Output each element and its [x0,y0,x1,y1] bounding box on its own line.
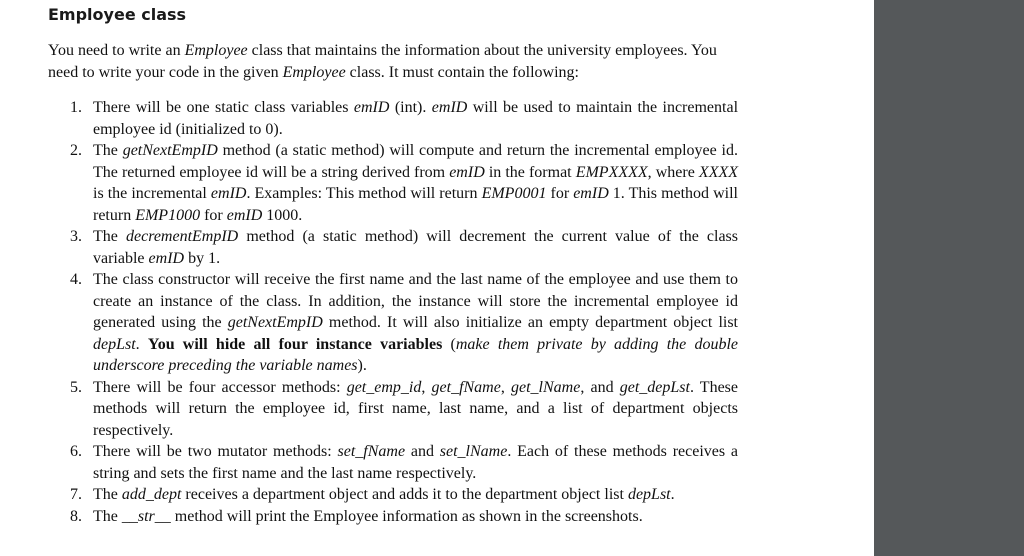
text-run: The [93,142,123,159]
text-run: ). [357,357,367,374]
text-run: . [670,486,675,503]
requirement-number: 8. [70,507,82,525]
text-run: The [93,486,122,503]
text-run: add_dept [121,486,182,503]
text-run: make them private by adding the double underscore preceding the variable names [93,335,739,374]
text-run: will be used to maintain the incremental employee id (initialized to 0). [93,99,739,138]
text-run: You need to write an [48,42,185,59]
side-panel [874,0,1024,556]
text-run: emID [449,163,485,181]
text-run: for [546,185,574,202]
requirement-number: 7. [70,486,82,503]
text-run: You will hide all four instance variables [147,335,443,353]
requirement-item [48,140,738,226]
text-run: , [500,378,511,396]
page-title: Employee class [48,5,187,24]
requirement-number: 6. [70,443,82,460]
text-run: set_fName [337,443,406,460]
text-run: , [421,378,432,396]
text-run: method will print the Employee information as shown in the screenshots. [170,507,643,525]
text-run: The [93,507,122,525]
text-run: emID [148,249,185,267]
text-run: depLst [93,335,136,353]
text-run: set_lName [439,443,508,460]
text-run: emID [210,185,247,202]
requirement-item [48,269,738,377]
text-run: __str__ [121,507,171,525]
text-run: There will be one static class variables [93,99,354,116]
text-run: method (a static method) will decrement the current value of the class variable [93,228,739,267]
text-run: method. It will also initialize an empty department object list [322,314,739,331]
text-run: emID [431,99,468,116]
requirement-item [48,226,738,269]
text-run: . Each of these methods receives a string and sets the first name and the last name respectively. [93,443,738,482]
text-run: The class constructor will receive the first name and the last name of the employee and use them to create an instance of the class. In addition, the instance will store the incremental employee id generated using the [93,271,738,331]
text-run: get_emp_id [346,378,422,396]
requirement-item [48,377,738,442]
requirements-list [48,97,738,527]
text-run: emID [353,99,390,116]
text-run: get_lName [511,378,581,396]
text-run: getNextEmpID [227,314,323,331]
text-run: ( [442,335,456,353]
text-run: in the format [484,163,576,181]
requirement-item [48,506,738,528]
requirement-number: 5. [70,378,82,396]
text-run: 1000. [262,206,303,224]
text-run: method (a static method) will compute and return the incremental employee id. The returned employee id will be a string derived from [93,142,739,181]
text-run: The [93,228,126,245]
text-run: receives a department object and adds it to the department object list [181,486,628,503]
text-run: , and [580,378,620,396]
text-run: (int). [389,99,432,116]
text-run: 1. This method will return [93,185,739,224]
text-run: There will be four accessor methods: [93,378,347,396]
text-run: getNextEmpID [122,142,218,159]
text-run: emID [573,185,609,202]
text-run: EMPXXXX [575,163,648,181]
requirement-item [48,484,738,506]
requirement-item [48,97,738,140]
text-run: get_fName [431,378,501,396]
text-run: . [135,335,148,353]
requirement-number: 1. [70,99,82,116]
text-run: decrementEmpID [125,228,239,245]
text-run: There will be two mutator methods: [93,443,338,460]
text-run: . Examples: This method will return [246,185,482,202]
text-run: is the incremental [93,185,211,202]
text-run: , where [647,163,699,181]
intro-paragraph [48,40,748,83]
text-run: Employee [184,42,248,59]
text-run: class. It must contain the following: [345,63,579,81]
text-run: depLst [627,486,671,503]
text-run: class that maintains the information about the university employees. You need to write your code in the given [48,42,717,81]
text-run: XXXX [698,163,739,181]
text-run: get_depLst [619,378,690,396]
text-run: EMP1000 [135,206,201,224]
requirement-number: 3. [70,228,82,245]
text-run: . These methods will return the employee id, first name, last name, and a list of department objects respectively. [93,378,739,439]
text-run: and [405,443,440,460]
requirement-item [48,441,738,484]
text-run: Employee [282,63,346,81]
requirement-number: 4. [70,271,82,288]
text-run: EMP0001 [481,185,547,202]
text-run: emID [226,206,263,224]
text-run: by 1. [184,249,221,267]
requirement-number: 2. [70,142,82,159]
text-run: for [200,206,227,224]
